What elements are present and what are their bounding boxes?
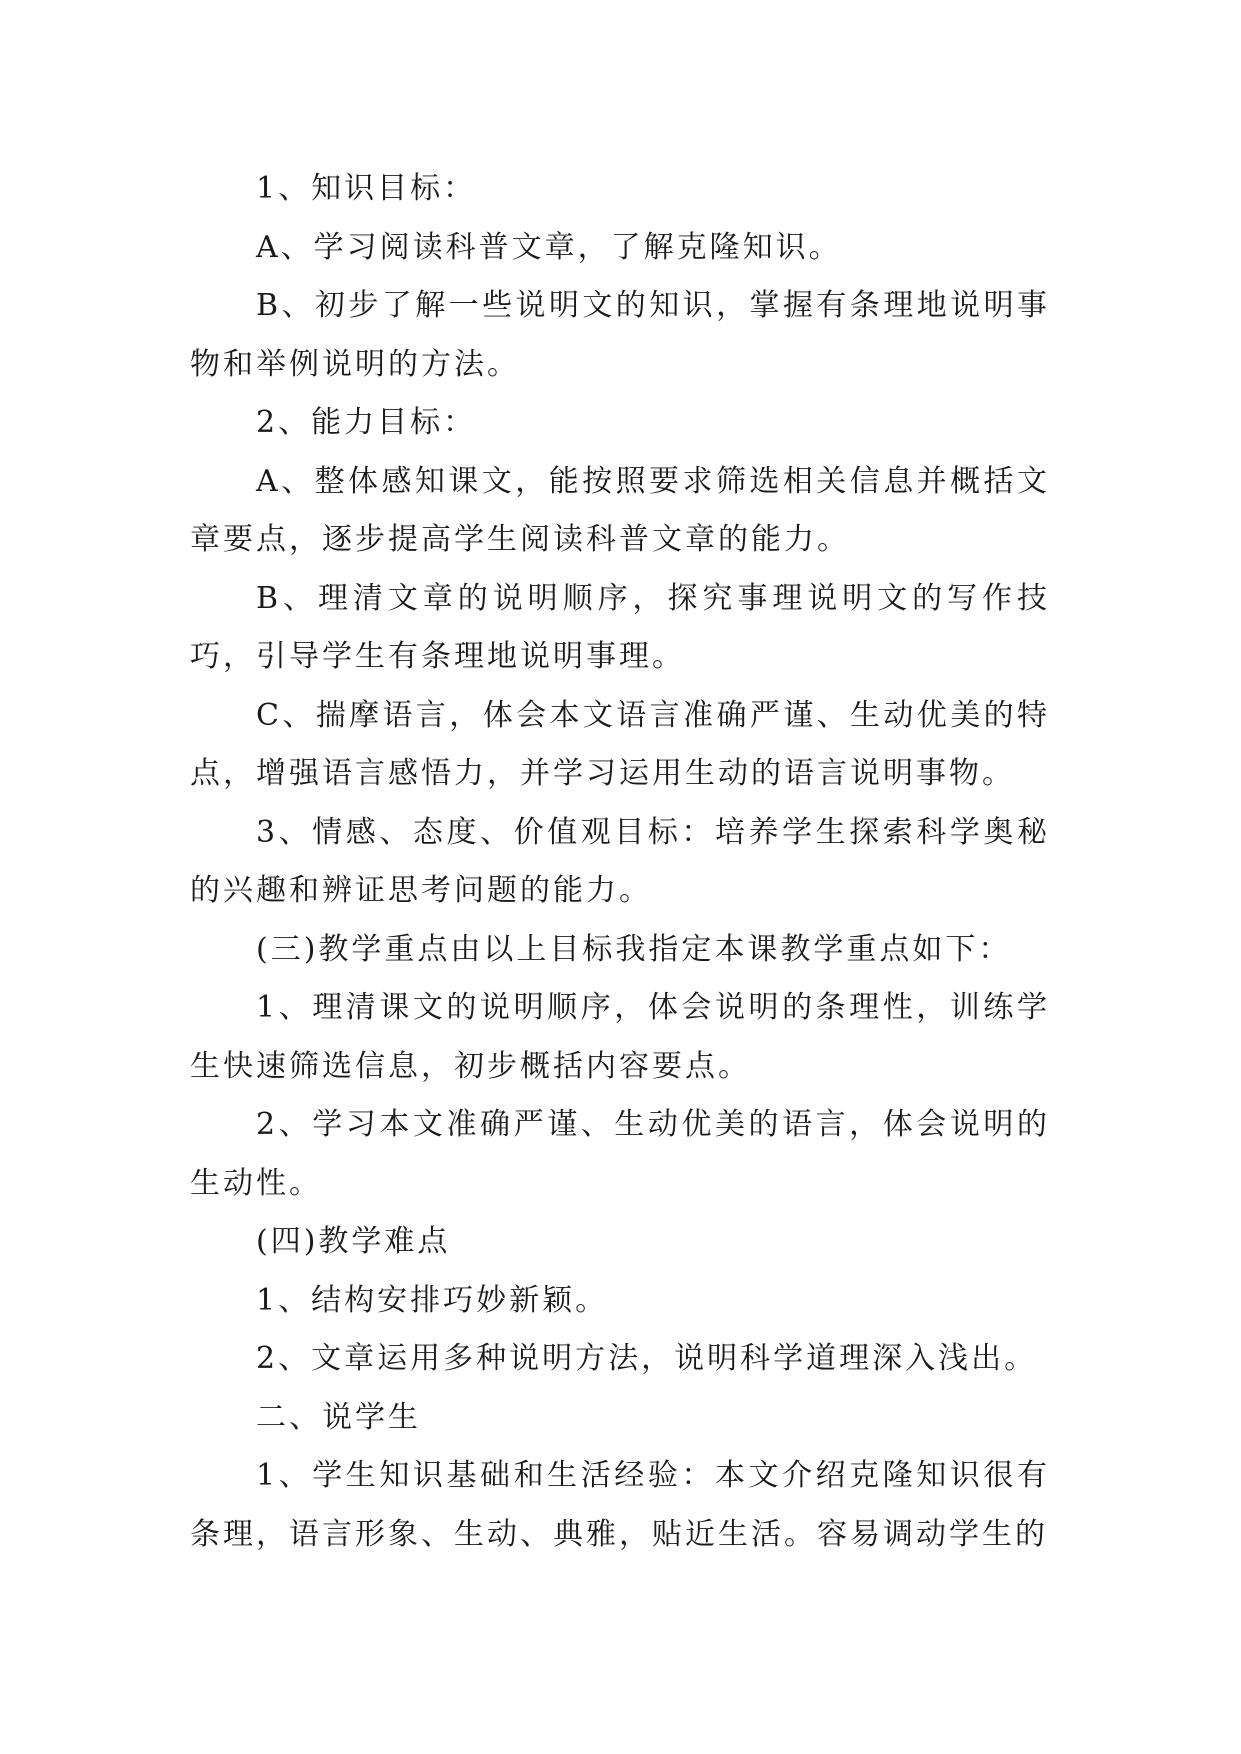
- paragraph-key-point-1: 1、理清课文的说明顺序，体会说明的条理性，训练学生快速筛选信息，初步概括内容要点。: [190, 990, 1050, 1084]
- paragraph-ability-goal-b: B、理清文章的说明顺序，探究事理说明文的写作技巧，引导学生有条理地说明事理。: [190, 580, 1050, 674]
- paragraph-ability-goal-c: C、揣摩语言，体会本文语言准确严谨、生动优美的特点，增强语言感悟力，并学习运用生动的语言说明事物。: [190, 697, 1050, 791]
- paragraph-knowledge-goal-a: A、学习阅读科普文章，了解克隆知识。: [256, 229, 842, 265]
- paragraph-students-heading: 二、说学生: [256, 1399, 421, 1435]
- paragraph-ability-goal-heading: 2、能力目标：: [256, 405, 477, 440]
- paragraph-knowledge-goal-b: B、初步了解一些说明文的知识，掌握有条理地说明事物和举例说明的方法。: [190, 288, 1050, 382]
- paragraph-difficulty-1: 1、结构安排巧妙新颖。: [256, 1282, 609, 1318]
- paragraph-ability-goal-a: A、整体感知课文，能按照要求筛选相关信息并概括文章要点，逐步提高学生阅读科普文章的能力。: [190, 463, 1050, 557]
- paragraph-key-point-2: 2、学习本文准确严谨、生动优美的语言，体会说明的生动性。: [190, 1107, 1050, 1201]
- paragraph-difficulty-2: 2、文章运用多种说明方法，说明科学道理深入浅出。: [256, 1341, 1038, 1376]
- paragraph-difficulties-heading: (四)教学难点: [256, 1224, 451, 1259]
- paragraph-students-1: 1、学生知识基础和生活经验：本文介绍克隆知识很有条理，语言形象、生动、典雅，贴近生活。容易调动学生的: [190, 1458, 1050, 1552]
- paragraph-key-points-heading: (三)教学重点由以上目标我指定本课教学重点如下：: [256, 931, 1012, 967]
- document-body: [190, 160, 1050, 1564]
- paragraph-knowledge-goal-heading: 1、知识目标：: [256, 171, 477, 206]
- paragraph-emotion-goal: 3、情感、态度、价值观目标：培养学生探索科学奥秘的兴趣和辨证思考问题的能力。: [190, 814, 1050, 908]
